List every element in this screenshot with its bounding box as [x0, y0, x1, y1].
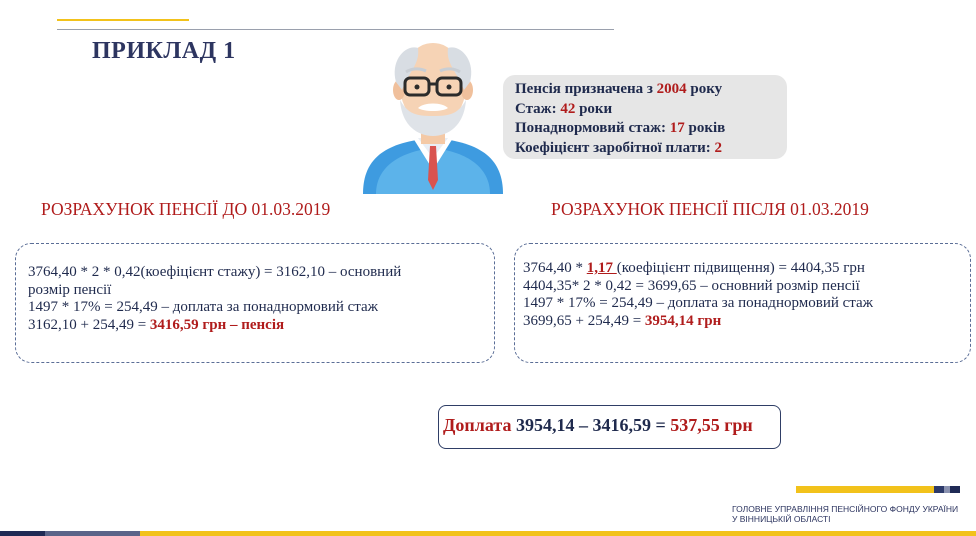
pension-info-box — [503, 75, 787, 159]
info-line-assigned: Пенсія призначена з 2004 року — [515, 81, 723, 97]
organization-name: ГОЛОВНЕ УПРАВЛІННЯ ПЕНСІЙНОГО ФОНДУ УКРАЇНИ У ВІННИЦЬКІЙ ОБЛАСТІ — [732, 504, 959, 524]
after-line-2: 4404,35* 2 * 0,42 = 3699,65 – основний розмір пенсії — [523, 277, 860, 294]
before-line-3: 1497 * 17% = 254,49 – доплата за понаднормовий стаж — [28, 299, 379, 315]
after-line-3: 1497 * 17% = 254,49 – доплата за понаднормовий стаж — [523, 295, 874, 311]
bottom-mid-bar — [45, 531, 140, 536]
page-title: ПРИКЛАД 1 — [92, 38, 236, 64]
before-line-1: 3764,40 * 2 * 0,42(коефіцієнт стажу) = 3162,10 – основний — [28, 264, 402, 280]
before-line-2: розмір пенсії — [28, 281, 112, 298]
footer-navy-stripe — [950, 486, 960, 493]
after-heading: РОЗРАХУНОК ПЕНСІЇ ПІСЛЯ 01.03.2019 — [551, 199, 869, 219]
footer-blue-stripe — [934, 486, 944, 493]
surcharge-value: 537,55 грн — [670, 415, 753, 435]
footer-gold-stripe — [796, 486, 934, 493]
top-gold-line — [57, 19, 189, 21]
after-line-4: 3699,65 + 254,49 = 3954,14 грн — [523, 312, 722, 329]
bottom-gold-bar — [140, 531, 976, 536]
before-heading: РОЗРАХУНОК ПЕНСІЇ ДО 01.03.2019 — [41, 199, 331, 219]
surcharge-label: Доплата — [443, 415, 512, 435]
bottom-navy-bar — [0, 531, 45, 536]
top-grey-line — [57, 29, 614, 30]
info-line-overtime: Понаднормовий стаж: 17 років — [515, 120, 726, 136]
before-line-4: 3162,10 + 254,49 = 3416,59 грн – пенсія — [28, 316, 285, 333]
before-calculation-box — [15, 243, 495, 363]
surcharge-expression: 3954,14 – 3416,59 = — [511, 415, 671, 435]
after-line-1: 3764,40 * 1,17 (коефіцієнт підвищення) = 4404,35 грн — [523, 260, 865, 276]
info-line-experience: Стаж: 42 роки — [515, 100, 613, 117]
info-line-coefficient: Коефіцієнт заробітної плати: 2 — [515, 139, 722, 156]
pensioner-avatar-icon — [358, 30, 508, 194]
after-calculation-box — [514, 243, 971, 363]
surcharge-result-box — [438, 405, 781, 449]
